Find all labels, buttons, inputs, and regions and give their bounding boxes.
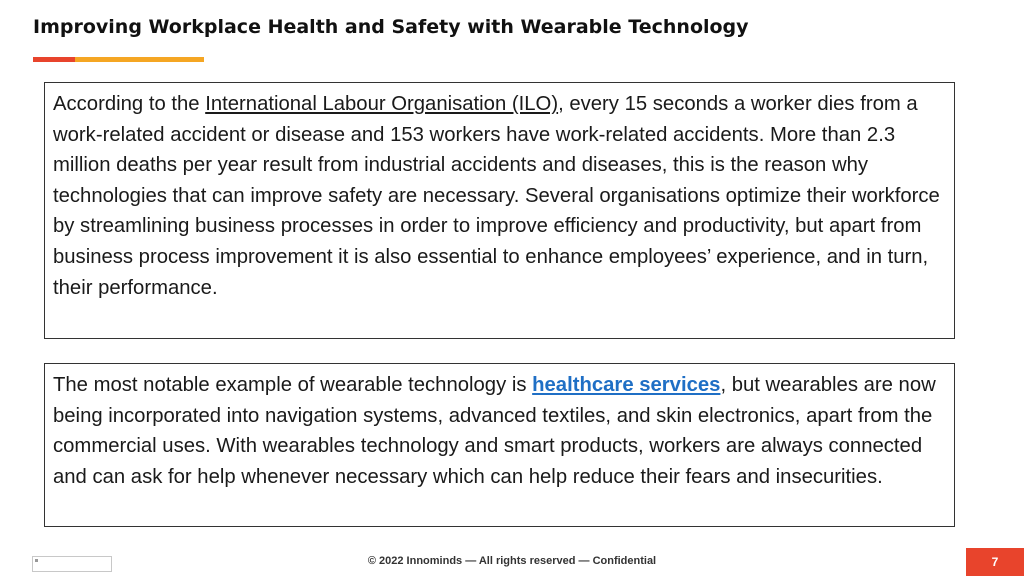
healthcare-services-link[interactable]: healthcare services bbox=[532, 374, 721, 396]
wearables-text-body: , but wearables are now being incorporated into navigation systems, advanced textiles, and skin electronics, apart from the commercial uses. With wearables technology and smart products, workers are always connected and can ask for help whenever necessary which can help reduce their fears and insecurities. bbox=[53, 374, 936, 488]
ilo-text-body: , every 15 seconds a worker dies from a work-related accident or disease and 153 workers have work-related accidents. More than 2.3 million deaths per year result from industrial accidents and diseases, this is the reason why technologies that can improve safety are necessary. Several organisations optimize their workforce by streamlining business processes in order to improve efficiency and productivity, but apart from business process improvement it is also essential to enhance employees’ experience, and in turn, their performance. bbox=[53, 93, 940, 299]
page-number-badge: 7 bbox=[966, 548, 1024, 576]
wearables-text-intro: The most notable example of wearable technology is bbox=[53, 374, 533, 396]
wearables-textbox bbox=[44, 363, 955, 527]
title-accent-red-bar bbox=[33, 57, 75, 62]
ilo-text-intro: According to the bbox=[53, 93, 206, 115]
footer-copyright: © 2022 Innominds — All rights reserved — Confidential bbox=[367, 555, 657, 567]
title-accent-orange-bar bbox=[75, 57, 204, 62]
ilo-link[interactable]: International Labour Organisation (ILO) bbox=[205, 93, 559, 115]
ilo-statistics-textbox bbox=[44, 82, 955, 339]
slide-title: Improving Workplace Health and Safety with Wearable Technology bbox=[33, 16, 749, 38]
